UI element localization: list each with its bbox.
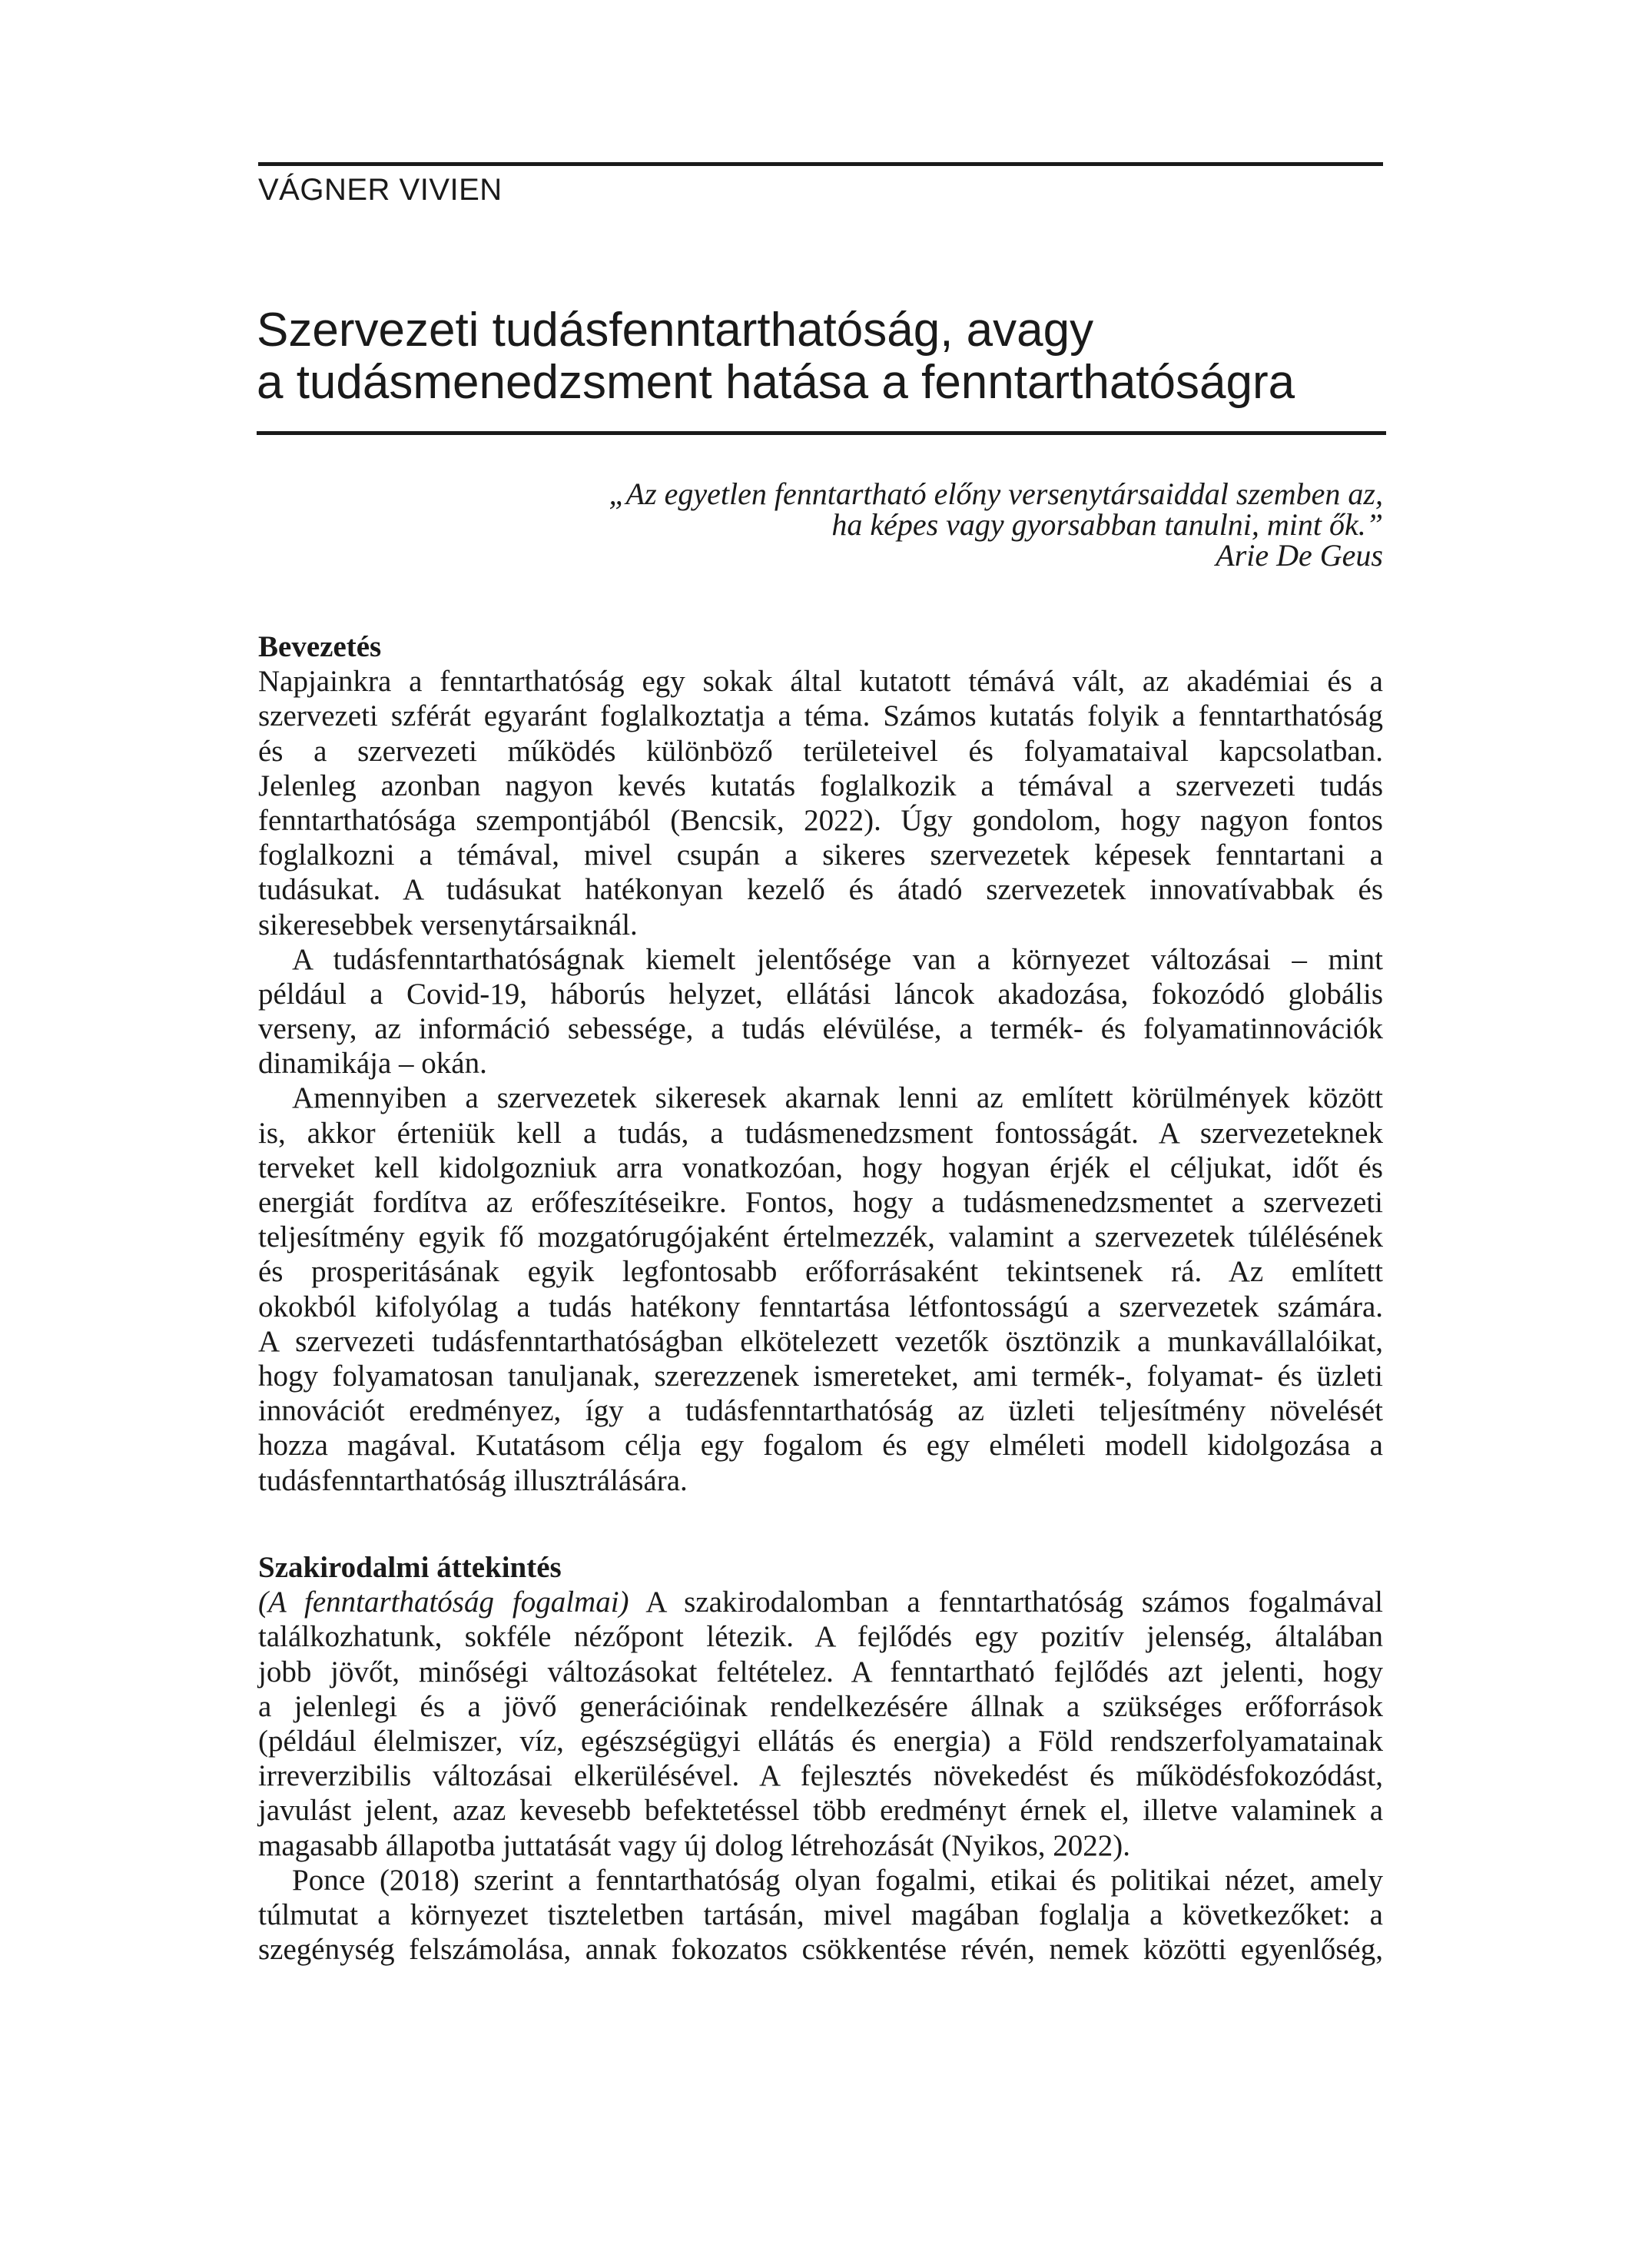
header-top-rule [258,162,1383,166]
text-line: hozza magával. Kutatásom célja egy fogalom és egy elméleti modell kidolgozása a [258,1429,1383,1463]
section-introduction [258,629,1383,1498]
text-line: irreverzibilis változásai elkerülésével. A fejlesztés növekedést és működésfokozódást, [258,1759,1383,1793]
text-line: javulást jelent, azaz kevesebb befektetéssel több eredményt érnek el, illetve valaminek a [258,1794,1383,1828]
section-heading: Szakirodalmi áttekintés [258,1551,562,1584]
text-line: hogy folyamatosan tanuljanak, szerezzenek ismereteket, ami termék-, folyamat- és üzleti [258,1359,1383,1393]
text-line: energiát fordítva az erőfeszítéseikre. Fontos, hogy a tudásmenedzsmentet a szervezeti [258,1186,1383,1219]
text-line: szegénység felszámolása, annak fokozatos csökkentése révén, nemek közötti egyenlőség, [258,1933,1383,1967]
text-line: (például élelmiszer, víz, egészségügyi ellátás és energia) a Föld rendszerfolyamatainak [258,1724,1383,1758]
text-line: innovációt eredményez, így a tudásfenntarthatóság az üzleti teljesítmény növelését [258,1394,1383,1428]
subsection-label: (A fenntarthatóság fogalmai) [258,1586,629,1619]
title-line-2: a tudásmenedzsment hatása a fenntarthatóságra [257,356,1295,409]
text-line: dinamikája – okán. [258,1047,487,1081]
text-line: jobb jövőt, minőségi változásokat feltételez. A fenntartható fejlődés azt jelenti, hogy [258,1655,1383,1689]
text-line [258,1585,1383,1619]
text-line: A tudásfenntarthatóságnak kiemelt jelentősége van a környezet változásai – mint [292,942,1383,976]
text-line: Napjainkra a fenntarthatóság egy sokak által kutatott témává vált, az akadémiai és a [258,665,1383,699]
text-line: teljesítmény egyik fő mozgatórugójaként értelmezzék, valamint a szervezetek túlélésének [258,1220,1383,1254]
text-line: a jelenlegi és a jövő generációinak rendelkezésére állnak a szükséges erőforrások [258,1689,1383,1723]
text-line: szervezeti szférát egyaránt foglalkoztatja a téma. Számos kutatás folyik a fenntarthatóság [258,699,1383,733]
text-line: Amennyiben a szervezetek sikeresek akarnak lenni az említett körülmények között [292,1081,1383,1115]
text-line: fenntarthatósága szempontjából (Bencsik, 2022). Úgy gondolom, hogy nagyon fontos [258,803,1383,837]
epigraph-line-2: ha képes vagy gyorsabban tanulni, mint ők.” [831,507,1383,542]
article-title [257,304,1386,409]
text-line: Ponce (2018) szerint a fenntarthatóság olyan fogalmi, etikai és politikai nézet, amely [292,1863,1383,1897]
text-line: magasabb állapotba juttatását vagy új dolog létrehozását (Nyikos, 2022). [258,1828,1131,1862]
text-line: terveket kell kidolgozniuk arra vonatkozóan, hogy hogyan érjék el céljukat, időt és [258,1151,1383,1184]
section-heading: Bevezetés [258,630,382,663]
epigraph-quote [461,479,1383,571]
epigraph-line-1: „Az egyetlen fenntartható előny versenytársaiddal szemben az, [609,477,1383,511]
text-line: sikeresebbek versenytársaiknál. [258,908,638,941]
epigraph-attribution: Arie De Geus [1216,538,1383,573]
author-name: VÁGNER VIVIEN [258,173,503,207]
text-line: okokból kifolyólag a tudás hatékony fenntartása létfontosságú a szervezetek számára. [258,1290,1383,1323]
text-line: találkozhatunk, sokféle nézőpont létezik. A fejlődés egy pozitív jelenség, általában [258,1620,1383,1654]
text-line: például a Covid-19, háborús helyzet, ellátási láncok akadozása, fokozódó globális [258,977,1383,1011]
text-line-rest: A szakirodalomban a fenntarthatóság számos fogalmával [629,1586,1383,1619]
text-line: foglalkozni a témával, mivel csupán a sikeres szervezetek képesek fenntartani a [258,838,1383,872]
section-literature-review [258,1550,1383,1967]
text-line: verseny, az információ sebessége, a tudás elévülése, a termék- és folyamatinnovációk [258,1012,1383,1046]
text-line: tudásfenntarthatóság illusztrálására. [258,1463,688,1497]
text-line: tudásukat. A tudásukat hatékonyan kezelő és átadó szervezetek innovatívabbak és [258,873,1383,907]
text-line: Jelenleg azonban nagyon kevés kutatás foglalkozik a témával a szervezeti tudás [258,769,1383,802]
title-line-1: Szervezeti tudásfenntarthatóság, avagy [257,304,1094,357]
text-line: is, akkor érteniük kell a tudás, a tudásmenedzsment fontosságát. A szervezeteknek [258,1116,1383,1150]
title-bottom-rule [257,431,1386,435]
text-line: és a szervezeti működés különböző területeivel és folyamataival kapcsolatban. [258,734,1383,768]
text-line: A szervezeti tudásfenntarthatóságban elkötelezett vezetők ösztönzik a munkavállalóikat, [258,1324,1383,1358]
text-line: túlmutat a környezet tiszteletben tartásán, mivel magában foglalja a következőket: a [258,1898,1383,1931]
text-line: és prosperitásának egyik legfontosabb erőforrásaként tekintsenek rá. Az említett [258,1255,1383,1289]
